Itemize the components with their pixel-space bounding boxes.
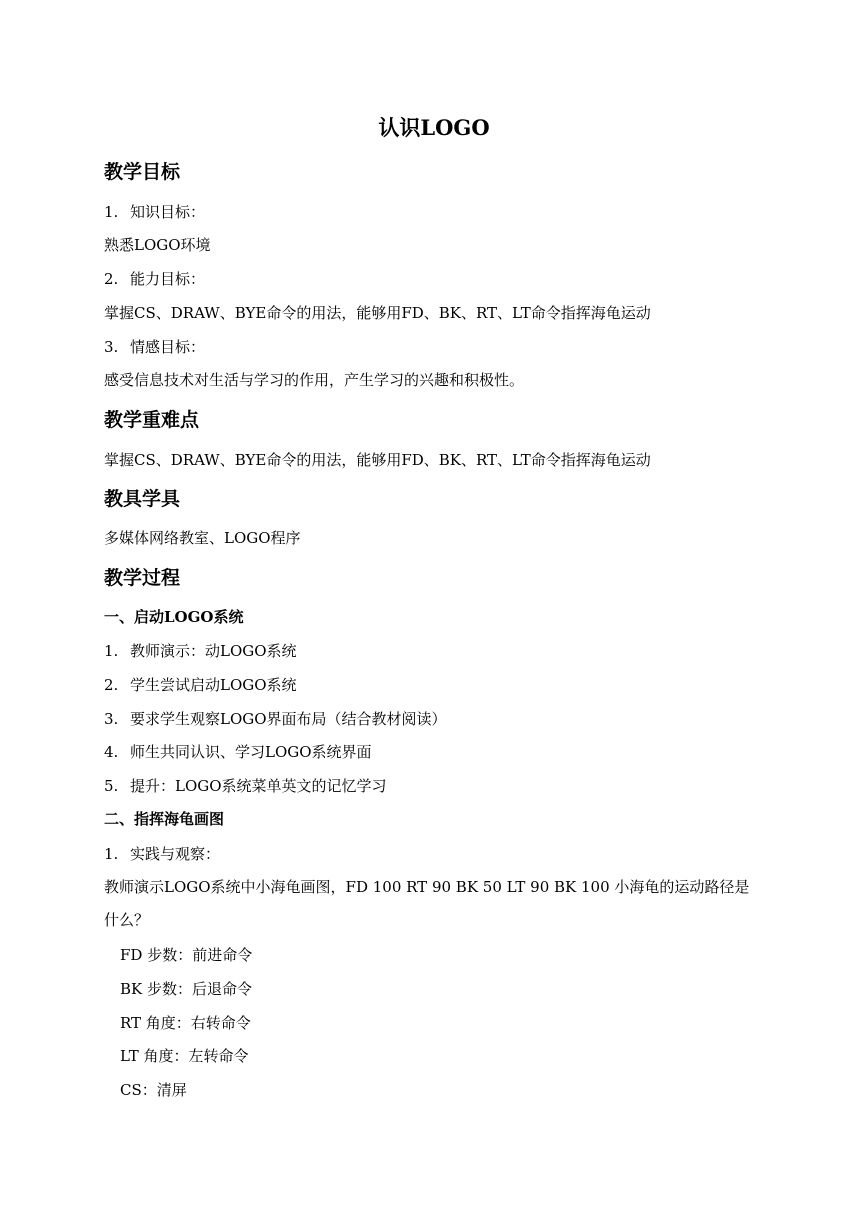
heading-goals: 教学目标 [104,161,181,183]
tools-text: 多媒体网络教室、LOGO程序 [104,529,301,547]
list-item-number: 2. [104,676,119,694]
list-item-text: 师生共同认识、学习LOGO系统界面 [130,743,372,761]
command-item: LT 角度：左转命令 [120,1047,249,1065]
part2-item1-number: 1. [104,845,119,863]
list-item-number: 1. [104,642,119,660]
goal-emotion-detail: 感受信息技术对生活与学习的作用，产生学习的兴趣和积极性。 [104,371,525,389]
goal-knowledge-detail: 熟悉LOGO环境 [104,236,211,254]
goal-emotion-label: 情感目标： [130,338,206,356]
goal-emotion [104,336,764,358]
list-item [104,640,764,662]
demo-paragraph: 教师演示LOGO系统中小海龟画图，FD 100 RT 90 BK 50 LT 90 BK 100 小海龟的运动路径是什么？ [104,878,750,929]
goal-knowledge-label: 知识目标： [130,203,206,221]
goal-emotion-number: 3. [104,338,119,356]
part2-item1-label: 实践与观察： [130,845,221,863]
list-item [104,775,764,797]
goal-ability-label: 能力目标： [130,270,206,288]
part2-item1 [104,843,764,865]
document-page [104,0,764,1216]
goal-knowledge-number: 1. [104,203,119,221]
list-item-number: 5. [104,777,119,795]
command-item: RT 角度：右转命令 [120,1014,251,1032]
list-item [104,674,764,696]
command-item: CS：清屏 [120,1081,187,1099]
goal-knowledge [104,201,764,223]
goal-ability-number: 2. [104,270,119,288]
list-item [104,708,764,730]
list-item-text: 学生尝试启动LOGO系统 [130,676,297,694]
heading-part2: 二、指挥海龟画图 [104,810,225,828]
goal-ability-detail: 掌握CS、DRAW、BYE命令的用法，能够用FD、BK、RT、LT命令指挥海龟运动 [104,304,651,322]
document-title: 认识LOGO [378,115,490,140]
list-item-text: 提升：LOGO系统菜单英文的记忆学习 [130,777,387,795]
list-item [104,741,764,763]
key-points-text: 掌握CS、DRAW、BYE命令的用法，能够用FD、BK、RT、LT命令指挥海龟运动 [104,451,651,469]
command-item: BK 步数：后退命令 [120,980,252,998]
list-item-number: 4. [104,743,119,761]
command-item: FD 步数：前进命令 [120,946,253,964]
goal-ability [104,268,764,290]
heading-process: 教学过程 [104,567,181,589]
heading-part1: 一、启动LOGO系统 [104,608,244,626]
heading-key-points: 教学重难点 [104,409,200,431]
list-item-text: 教师演示：动LOGO系统 [130,642,297,660]
heading-tools: 教具学具 [104,488,181,510]
list-item-number: 3. [104,710,119,728]
list-item-text: 要求学生观察LOGO界面布局（结合教材阅读） [130,710,447,728]
